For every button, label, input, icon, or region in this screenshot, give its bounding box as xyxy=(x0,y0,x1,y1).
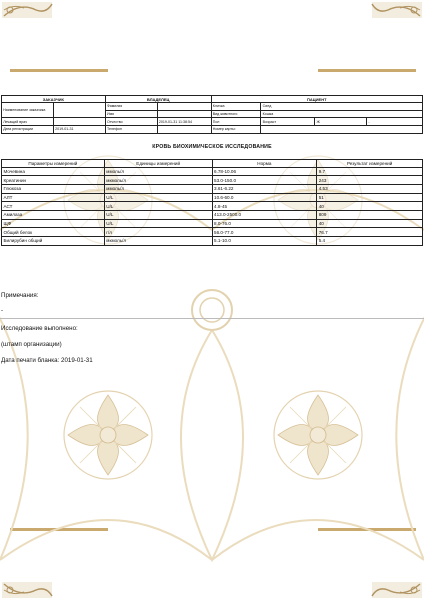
result-cell: 4.53 xyxy=(317,184,423,193)
unit-cell: U/L xyxy=(104,210,212,219)
column-header: Норма xyxy=(212,160,317,168)
patronymic-value[interactable]: 2019-01-31 11:38:54 xyxy=(157,118,211,126)
norm-cell: 53.0-150.0 xyxy=(212,176,317,185)
name-label: Имя xyxy=(105,110,157,118)
table-row xyxy=(2,219,423,228)
species-label: Вид животного xyxy=(211,110,261,118)
phone-value[interactable] xyxy=(157,125,211,133)
parameter-cell: Мочевина xyxy=(2,167,105,176)
customer-section-title: ЗАКАЗЧИК xyxy=(2,96,106,103)
surname-label: Фамилия xyxy=(105,103,157,111)
norm-cell: 10.6-60.0 xyxy=(212,193,317,202)
result-cell: 76.7 xyxy=(317,228,423,237)
table-row xyxy=(2,193,423,202)
parameter-cell: Общий белок xyxy=(2,228,105,237)
table-row xyxy=(2,176,423,185)
results-header-row xyxy=(2,160,423,168)
card-number-value[interactable] xyxy=(261,125,423,133)
unit-cell: U/L xyxy=(104,193,212,202)
parameter-cell: АЛТ xyxy=(2,193,105,202)
table-row xyxy=(2,202,423,211)
parameter-cell: ЩФ xyxy=(2,219,105,228)
table-row xyxy=(2,184,423,193)
result-cell: 5.4 xyxy=(317,237,423,246)
results-table xyxy=(1,159,423,246)
norm-cell: 8.0-76.0 xyxy=(212,219,317,228)
norm-cell: 4.8-45 xyxy=(212,202,317,211)
table-row xyxy=(2,237,423,246)
norm-cell: 3.61-6.22 xyxy=(212,184,317,193)
performed-label: Исследование выполнено: xyxy=(1,325,78,332)
owner-section-title: ВЛАДЕЛЕЦ xyxy=(105,96,211,103)
result-cell: 809 xyxy=(317,210,423,219)
nickname-label: Кличка xyxy=(211,103,261,111)
unit-cell: ммоль/л xyxy=(104,167,212,176)
doctor-label: Лечащий врач xyxy=(2,118,54,126)
result-cell: 9.7 xyxy=(317,167,423,176)
customer-name-value[interactable] xyxy=(53,103,105,118)
parameter-cell: Креатинин xyxy=(2,176,105,185)
reg-date-value[interactable]: 2019-01-31 xyxy=(53,125,105,133)
doctor-value[interactable] xyxy=(53,118,105,126)
table-row xyxy=(2,167,423,176)
column-header: Единицы измерений xyxy=(104,160,212,168)
print-date-label: Дата печати бланка: 2019-01-31 xyxy=(1,357,93,364)
page-title: КРОВЬ БИОХИМИЧЕСКОЕ ИССЛЕДОВАНИЕ xyxy=(152,144,272,150)
result-cell: 40 xyxy=(317,202,423,211)
unit-cell: мкмоль/л xyxy=(104,176,212,185)
result-cell: 40 xyxy=(317,219,423,228)
unit-cell: U/L xyxy=(104,202,212,211)
table-row xyxy=(2,210,423,219)
unit-cell: U/L xyxy=(104,219,212,228)
patronymic-label: Отчество xyxy=(105,118,157,126)
norm-cell: 6.78-10.06 xyxy=(212,167,317,176)
phone-label: Телефон xyxy=(105,125,157,133)
norm-cell: 413.0-2500.0 xyxy=(212,210,317,219)
remarks-label: Примечания: xyxy=(1,292,39,299)
parameter-cell: АСТ xyxy=(2,202,105,211)
age-value[interactable]: - xyxy=(367,118,423,126)
header-table xyxy=(1,95,423,134)
column-header: Параметры измерений xyxy=(2,160,105,168)
remarks-value: - xyxy=(1,307,4,314)
card-number-label: Номер карты: xyxy=(211,125,261,133)
customer-name-label: Наименование заказчика xyxy=(2,103,54,118)
patient-section-title: ПАЦИЕНТ xyxy=(211,96,422,103)
age-label: Возраст xyxy=(261,118,315,126)
divider xyxy=(0,318,424,319)
column-header: Результат измерений xyxy=(317,160,423,168)
species-value[interactable]: Кошка xyxy=(261,110,423,118)
surname-value[interactable] xyxy=(157,103,211,111)
result-cell: 243 xyxy=(317,176,423,185)
nickname-value[interactable]: Сиед xyxy=(261,103,423,111)
sex-value[interactable]: Ж xyxy=(315,118,367,126)
sex-label: Пол xyxy=(211,118,261,126)
norm-cell: 5.1-10.0 xyxy=(212,237,317,246)
table-row xyxy=(2,228,423,237)
parameter-cell: Амилаза xyxy=(2,210,105,219)
parameter-cell: Глюкоза xyxy=(2,184,105,193)
unit-cell: мкмоль/л xyxy=(104,237,212,246)
name-value[interactable] xyxy=(157,110,211,118)
unit-cell: ммоль/л xyxy=(104,184,212,193)
parameter-cell: Билирубин общий xyxy=(2,237,105,246)
reg-date-label: Дата регистрации xyxy=(2,125,54,133)
result-cell: 51 xyxy=(317,193,423,202)
norm-cell: 56.0-77.0 xyxy=(212,228,317,237)
stamp-label: (штамп организации) xyxy=(1,341,62,348)
unit-cell: г/л xyxy=(104,228,212,237)
